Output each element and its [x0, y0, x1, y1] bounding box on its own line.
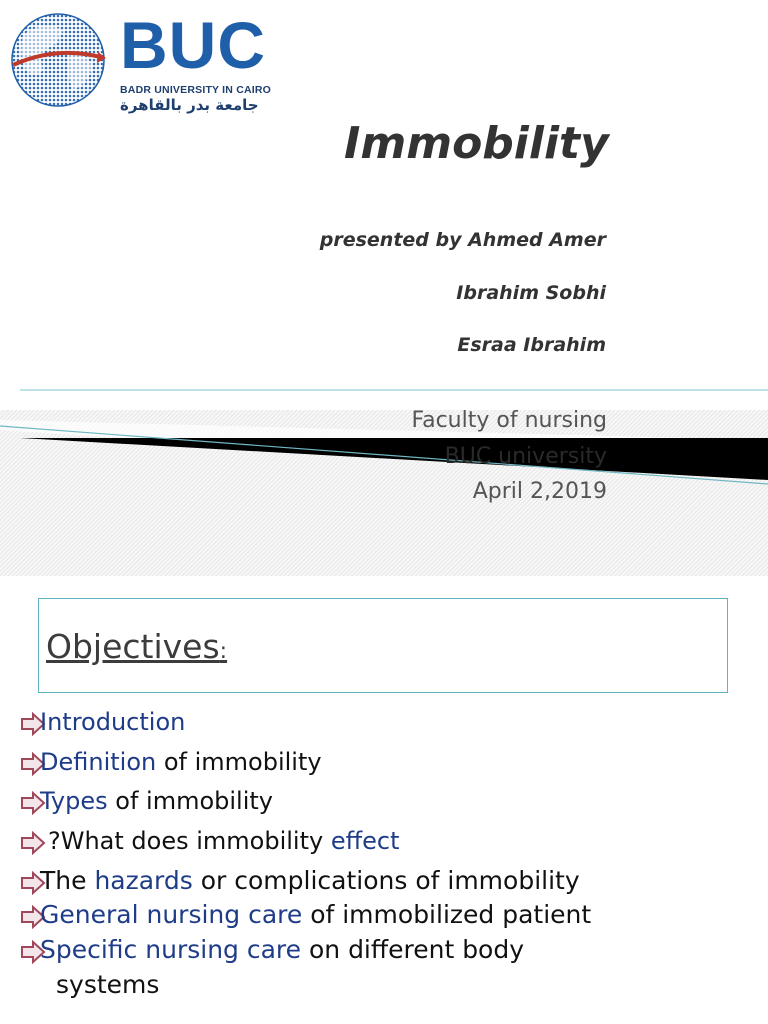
item-text: of immobility — [107, 787, 273, 815]
logo-brand-text: BUC — [120, 8, 266, 82]
decorative-stripes — [0, 380, 768, 576]
presenter-line: presented by Ahmed Amer — [319, 229, 606, 251]
item-text: of immobilized patient — [302, 900, 592, 929]
item-highlight: Introduction — [40, 708, 186, 736]
faculty-line: Faculty of nursing — [411, 408, 607, 433]
university-line: BUC university — [444, 444, 607, 469]
item-highlight: hazards — [94, 866, 193, 895]
item-text: on different body — [301, 935, 525, 964]
item-highlight: General nursing care — [40, 900, 303, 929]
heading-colon: : — [219, 639, 228, 664]
logo-english-name: BADR UNIVERSITY IN CAIRO — [120, 84, 272, 96]
item-highlight: effect — [330, 827, 400, 855]
presenter-line: Esraa Ibrahim — [457, 334, 606, 356]
presenter-line: Ibrahim Sobhi — [456, 282, 606, 304]
objectives-slide — [0, 576, 768, 1024]
right-arrow-icon — [20, 831, 46, 855]
item-text: of immobility — [156, 748, 322, 776]
buc-logo — [8, 8, 288, 114]
item-text: The — [40, 866, 95, 895]
item-text: or complications of immobility — [192, 866, 580, 895]
date-line: April 2,2019 — [472, 479, 607, 504]
globe-icon — [8, 10, 108, 110]
logo-arabic-name: جامعة بدر بالقاهرة — [120, 96, 259, 114]
item-highlight: Definition — [40, 748, 157, 776]
slide-title: Immobility — [344, 118, 609, 169]
item-text: systems — [56, 970, 160, 999]
item-text: ?What does immobility — [48, 827, 331, 855]
item-highlight: Specific nursing care — [40, 935, 302, 964]
item-highlight: Types — [40, 787, 108, 815]
objectives-list — [0, 576, 768, 1024]
heading-text: Objectives — [46, 627, 220, 666]
